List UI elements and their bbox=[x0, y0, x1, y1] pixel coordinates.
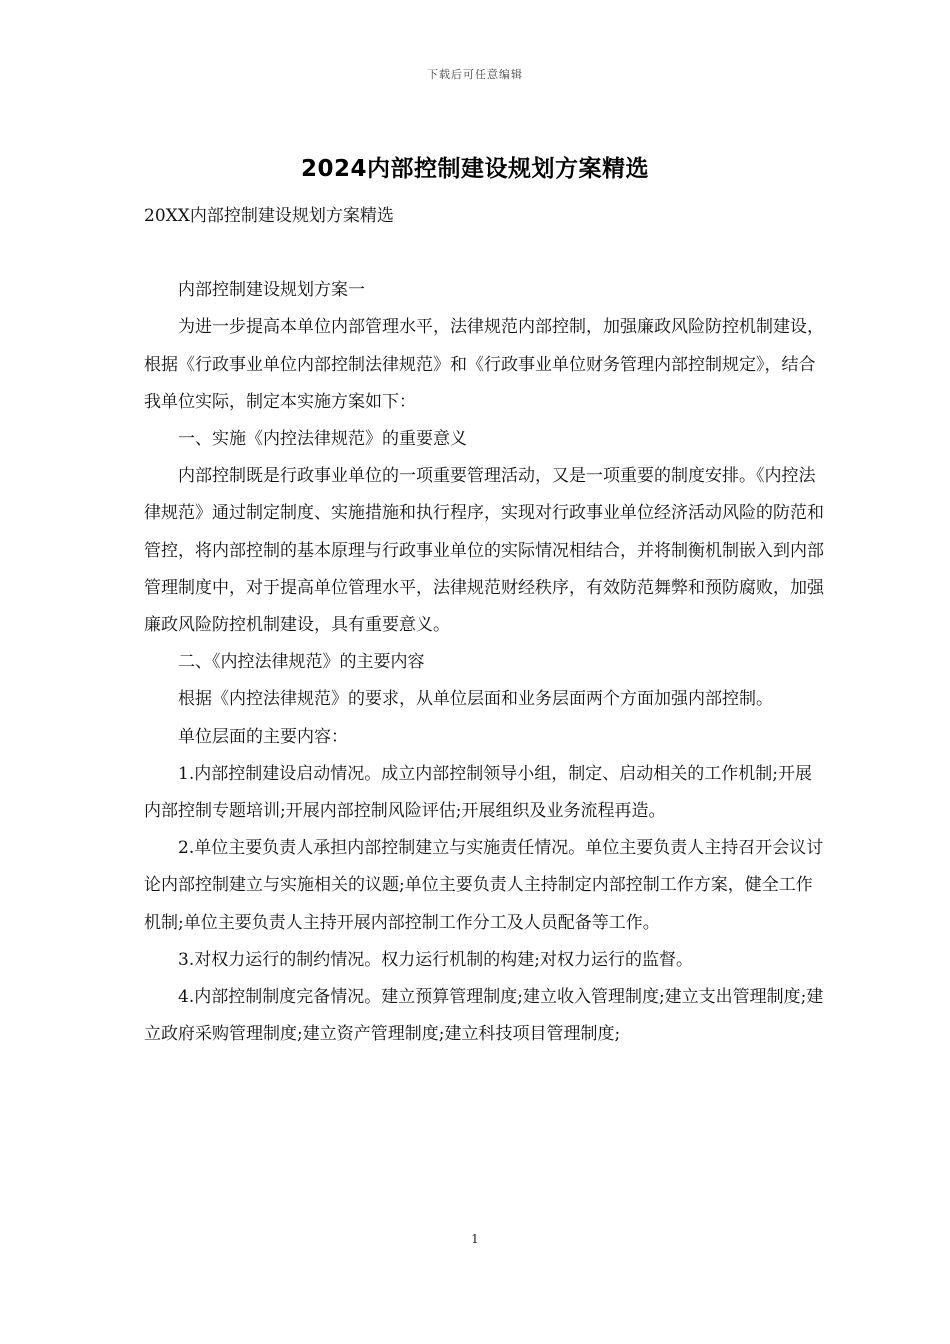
blank-line bbox=[144, 235, 824, 272]
paragraph-intro: 为进一步提高本单位内部管理水平，法律规范内部控制，加强廉政风险防控机制建设，根据《行政事业单位内部控制法律规范》和《行政事业单位财务管理内部控制规定》，结合我单位实际，制定本实施方案如下： bbox=[144, 317, 824, 412]
paragraph-requirements: 根据《内控法律规范》的要求，从单位层面和业务层面两个方面加强内部控制。 bbox=[178, 689, 773, 710]
section-heading: 内部控制建设规划方案一 bbox=[178, 280, 365, 301]
heading-main-content: 二、《内控法律规范》的主要内容 bbox=[178, 652, 425, 673]
document-title: 2024内部控制建设规划方案精选 bbox=[300, 156, 649, 182]
paragraph-significance: 内部控制既是行政事业单位的一项重要管理活动，又是一项重要的制度安排。《内控法律规范》通过制定制度、实施措施和执行程序，实现对行政事业单位经济活动风险的防范和管控，将内部控制的基本原理与行政事业单位的实际情况相结合，并将制衡机制嵌入到内部管理制度中，对于提高单位管理水平，法律规范财经秩序，有效防范舞弊和预防腐败，加强廉政风险防控机制建设，具有重要意义。 bbox=[144, 466, 824, 636]
document-body bbox=[144, 198, 824, 1053]
page-number: 1 bbox=[471, 1232, 479, 1246]
header-note: 下载后可任意编辑 bbox=[427, 68, 523, 81]
list-item-3: 3.对权力运行的制约情况。权力运行机制的构建;对权力运行的监督。 bbox=[178, 949, 693, 970]
list-item-4: 4.内部控制制度完备情况。建立预算管理制度;建立收入管理制度;建立支出管理制度;建立政府采购管理制度;建立资产管理制度;建立科技项目管理制度; bbox=[144, 987, 824, 1045]
list-item-2: 2.单位主要负责人承担内部控制建立与实施责任情况。单位主要负责人主持召开会议讨论内部控制建立与实施相关的议题;单位主要负责人主持制定内部控制工作方案，健全工作机制;单位主要负责人主持开展内部控制工作分工及人员配备等工作。 bbox=[144, 838, 824, 933]
list-item-1: 1.内部控制建设启动情况。成立内部控制领导小组，制定、启动相关的工作机制;开展内部控制专题培训;开展内部控制风险评估;开展组织及业务流程再造。 bbox=[144, 763, 812, 822]
document-subtitle: 20XX内部控制建设规划方案精选 bbox=[144, 206, 394, 226]
heading-significance: 一、实施《内控法律规范》的重要意义 bbox=[178, 429, 467, 450]
unit-level-heading: 单位层面的主要内容： bbox=[178, 726, 348, 747]
